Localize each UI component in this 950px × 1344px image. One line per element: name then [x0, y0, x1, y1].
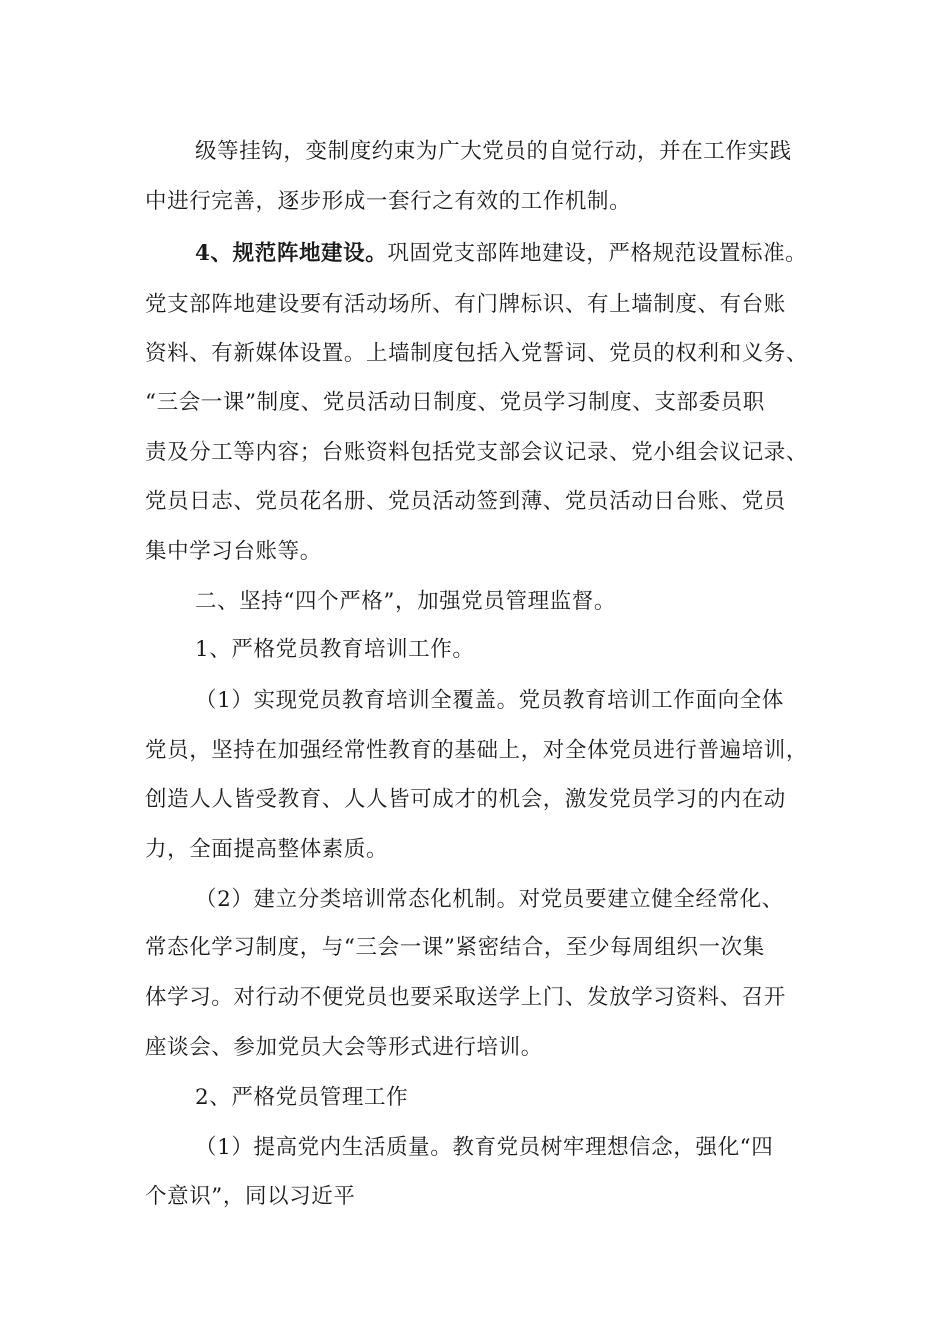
paragraph-line: 中进行完善，逐步形成一套行之有效的工作机制。	[145, 189, 632, 214]
subsection-title: 2、严格党员管理工作	[195, 1085, 409, 1110]
section-title: 二、坚持“四个严格”，加强党员管理监督。	[195, 589, 616, 614]
paragraph-line: 体学习。对行动不便党员也要采取送学上门、发放学习资料、召开	[145, 985, 786, 1010]
paragraph-line: 力，全面提高整体素质。	[145, 837, 389, 862]
paragraph-line: 集中学习台账等。	[145, 539, 322, 564]
paragraph-line: 常态化学习制度，与“三会一课”紧密结合，至少每周组织一次集	[145, 935, 765, 960]
heading-line	[195, 239, 807, 269]
subsection-title: 1、严格党员教育培训工作。	[195, 637, 475, 662]
paragraph-line: 创造人人皆受教育、人人皆可成才的机会，激发党员学习的内在动	[145, 787, 786, 812]
paragraph-line: 座谈会、参加党员大会等形式进行培训。	[145, 1035, 543, 1060]
paragraph-line: 党员，坚持在加强经常性教育的基础上，对全体党员进行普遍培训，	[145, 738, 809, 763]
paragraph-line: “三会一课”制度、党员活动日制度、党员学习制度、支部委员职	[145, 390, 765, 415]
paragraph-line: （1）实现党员教育培训全覆盖。党员教育培训工作面向全体	[195, 688, 784, 713]
paragraph-line: 级等挂钩，变制度约束为广大党员的自觉行动，并在工作实践	[195, 139, 792, 164]
paragraph-line: 资料、有新媒体设置。上墙制度包括入党誓词、党员的权利和义务、	[145, 341, 809, 366]
paragraph-text: 巩固党支部阵地建设，严格规范设置标准。	[387, 241, 808, 266]
paragraph-line: 个意识”，同以习近平	[145, 1184, 356, 1209]
section-heading: 4、规范阵地建设。	[195, 241, 388, 266]
paragraph-line: 责及分工等内容；台账资料包括党支部会议记录、党小组会议记录、	[145, 440, 809, 465]
paragraph-line: 党支部阵地建设要有活动场所、有门牌标识、有上墙制度、有台账	[145, 292, 786, 317]
paragraph-line: （1）提高党内生活质量。教育党员树牢理想信念，强化“四	[195, 1135, 774, 1160]
paragraph-line: （2）建立分类培训常态化机制。对党员要建立健全经常化、	[195, 887, 784, 912]
paragraph-line: 党员日志、党员花名册、党员活动签到薄、党员活动日台账、党员	[145, 489, 786, 514]
